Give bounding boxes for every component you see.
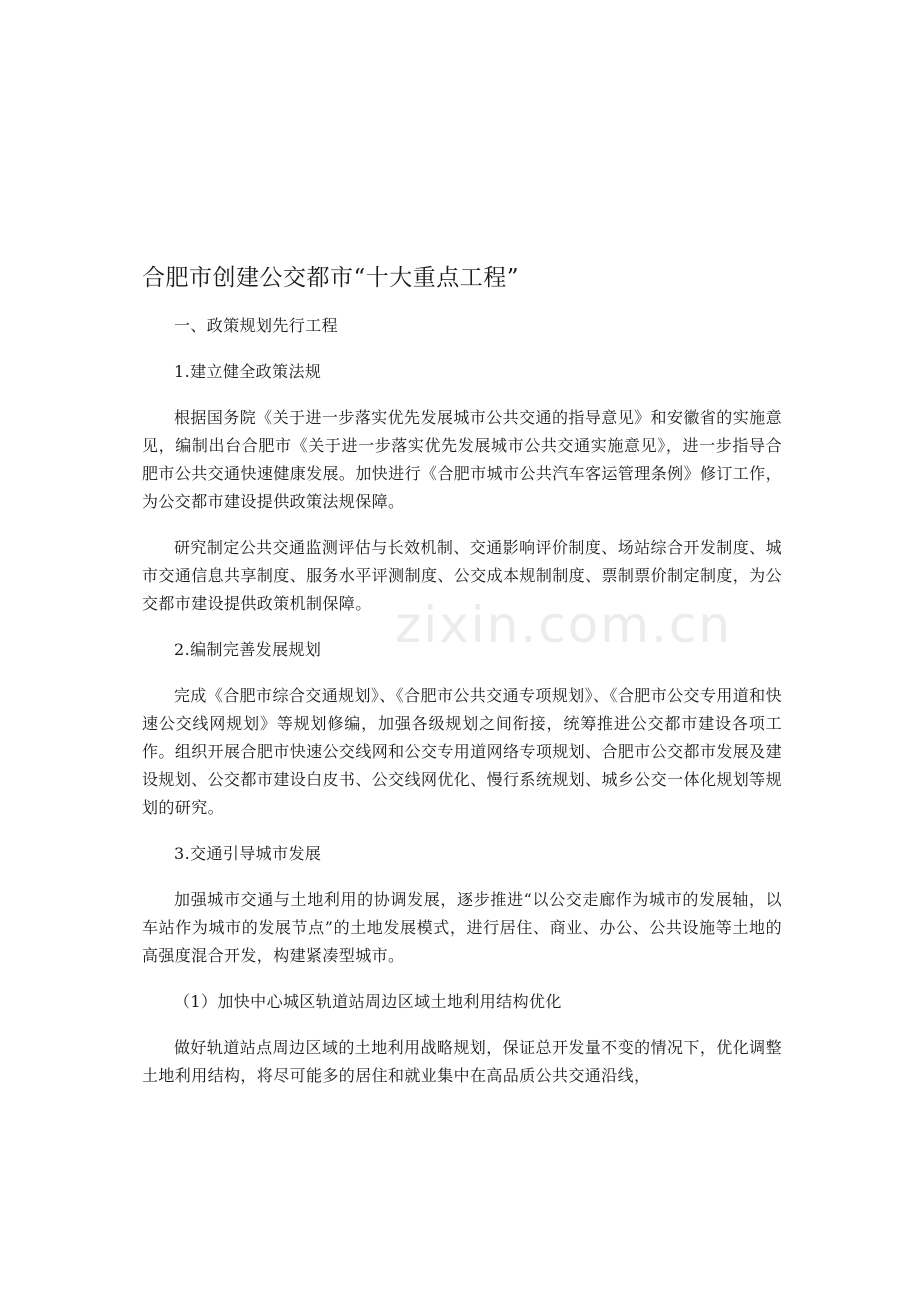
body-paragraph: 研究制定公共交通监测评估与长效机制、交通影响评价制度、场站综合开发制度、城市交通信息共享制度、服务水平评测制度、公交成本规制制度、票制票价制定制度，为公交都市建设提供政策机制保障。 — [142, 538, 782, 613]
body-paragraph: 做好轨道站点周边区域的土地利用战略规划，保证总开发量不变的情况下，优化调整土地利用结构，将尽可能多的居住和就业集中在高品质公共交通沿线， — [142, 1038, 782, 1085]
document-title: 合肥市创建公交都市“十大重点工程” — [142, 265, 520, 291]
section-heading: 一、政策规划先行工程 — [174, 316, 339, 335]
item-heading: （1）加快中心城区轨道站周边区域土地利用结构优化 — [174, 992, 562, 1011]
subsection-heading: 2.编制完善发展规划 — [174, 640, 322, 659]
document-page — [142, 262, 782, 1108]
subsection-heading: 3.交通引导城市发展 — [174, 844, 322, 863]
watermark-text: zixin.com.cn — [395, 596, 733, 654]
body-paragraph: 加强城市交通与土地利用的协调发展，逐步推进“以公交走廊作为城市的发展轴，以车站作为城市的发展节点”的土地发展模式，进行居住、商业、办公、公共设施等土地的高强度混合开发，构建紧凑型城市。 — [142, 890, 782, 965]
subsection-heading: 1.建立健全政策法规 — [174, 362, 322, 381]
body-paragraph: 根据国务院《关于进一步落实优先发展城市公共交通的指导意见》和安徽省的实施意见，编制出台合肥市《关于进一步落实优先发展城市公共交通实施意见》，进一步指导合肥市公共交通快速健康发展。加快进行《合肥市城市公共汽车客运管理条例》修订工作，为公交都市建设提供政策法规保障。 — [142, 408, 782, 511]
body-paragraph: 完成《合肥市综合交通规划》、《合肥市公共交通专项规划》、《合肥市公交专用道和快速公交线网规划》等规划修编，加强各级规划之间衔接，统筹推进公交都市建设各项工作。组织开展合肥市快速公交线网和公交专用道网络专项规划、合肥市公交都市发展及建设规划、公交都市建设白皮书、公交线网优化、慢行系统规划、城乡公交一体化规划等规划的研究。 — [142, 686, 782, 817]
